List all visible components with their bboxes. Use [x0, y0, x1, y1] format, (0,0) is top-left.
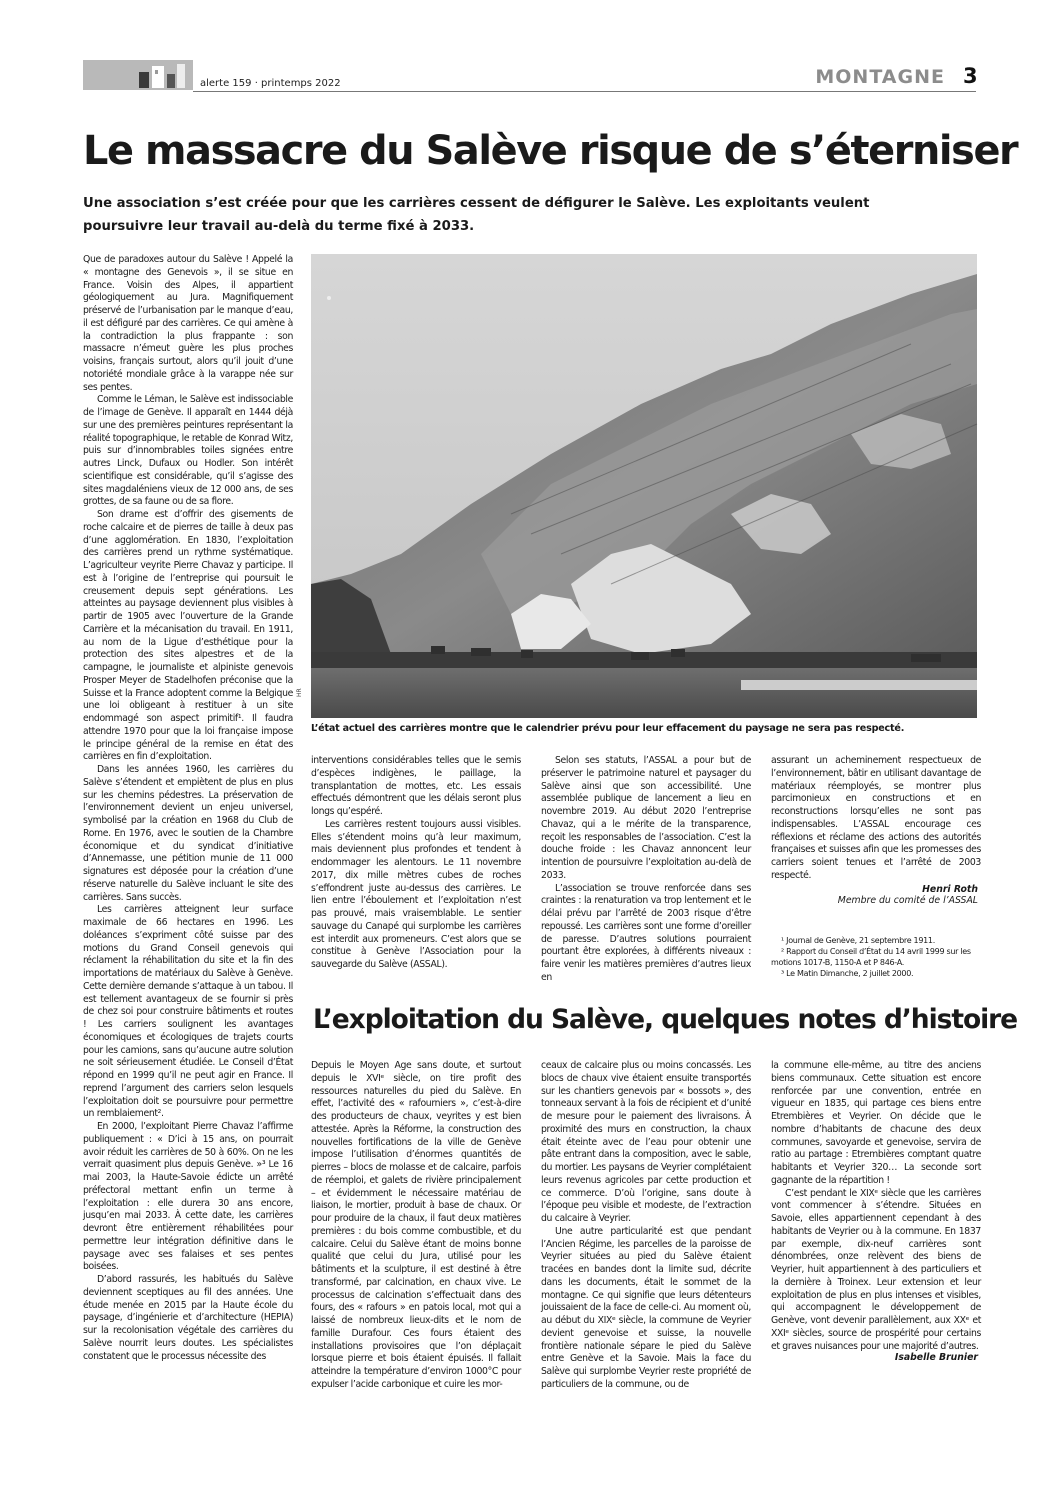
issue-label: alerte 159 · printemps 2022 — [200, 78, 341, 89]
author-name: Henri Roth — [922, 884, 978, 895]
page-number: 3 — [963, 64, 978, 88]
paragraph: Depuis le Moyen Age sans doute, et surtout depuis le XVIᵉ siècle, on tire profit des ressources naturelles du pied du Salève. En effet, l’activité des « rafourniers », c’est-à-dire des producteurs de chaux, veyrites y est bien attestée. Après la Réforme, la construction des nouvelles fortifications de la ville de Genève impose l’utilisation d’énormes quantités de pierres – blocs de molasse et de calcaire, parfois de réemploi, et galets de rivière principalement – et évidemment le nécessaire matériau de liaison, le mortier, produit à base de chaux. Or pour produire de la chaux, il faut deux matières premières : du bois comme combustible, et du calcaire. Celui du Salève étant de moins bonne qualité que celui du Jura, utilisé pour les bâtiments et la sculpture, il est destiné à être transformé, par calcination, en chaux vive. Le processus de calcination s’effectuait dans des fours, des « rafours » en patois local, mot qui a laissé de nombreux lieux-dits et le nom de famille Durafour. Ces fours étaient des installations provisoires que l’on déplaçait lorsque pierre et bois étaient épuisés. Il fallait atteindre la température d’environ 1000°C pour expulser l’acide carbonique et cuire les mor- — [311, 1060, 521, 1390]
paragraph: Une autre particularité est que pendant l’Ancien Régime, les parcelles de la paroisse de Veyrier situées au pied du Salève étaient tracées en bandes dont la limite sud, décrite dans les documents, était le sommet de la montagne. Ce qui signifie que leurs détenteurs jouissaient de la face de celle-ci. Au moment où, au début du XIXᵉ siècle, la commune de Veyrier devient genevoise et suisse, la nouvelle frontière nationale sépare le pied du Salève entre Genève et la Savoie. Mais la face du Salève qui surplombe Veyrier reste propriété de particuliers de la commune, ou de — [541, 1225, 751, 1390]
paragraph: Comme le Léman, le Salève est indissociable de l’image de Genève. Il apparaît en 1444 déjà sur une des premières peintures représentant la réalité topographique, le retable de Konrad Witz, puis sur d’innombrables toiles signées entre autres Linck, Dufaux ou Hodler. Son intérêt scientifique est considérable, qu’il s’agisse des sites magdaléniens vieux de 12 000 ans, de ses grottes, de sa faune ou de sa flore. — [83, 394, 293, 508]
paragraph: Dans les années 1960, les carrières du Salève s’étendent et empiètent de plus en plus sur les chemins pédestres. La préservation de l’environnement devient un enjeu universel, symbolisé par la création en 1968 du Club de Rome. En 1976, avec le soutien de la Chambre économique et du syndicat d’initiative d’Annemasse, une pétition munie de 11 000 signatures est déposée pour la création d’une réserve naturelle du Salève incluant le site des carrières. Sans succès. — [83, 764, 293, 903]
footnote: ¹ Journal de Genève, 21 septembre 1911. — [781, 936, 935, 945]
footnote: ³ Le Matin Dimanche, 2 juillet 2000. — [781, 969, 914, 978]
header-rule — [193, 91, 976, 92]
article1-column-1 — [83, 254, 293, 1381]
paragraph: Selon ses statuts, l’ASSAL a pour but de préserver le patrimoine naturel et paysager du Salève ainsi que son accessibilité. Une assemblée publique de lancement a lieu en novembre 2019. Au début 2020 l’entreprise Chavaz, qui a le mérite de la transparence, reçoit les responsables de l’association. C’est la douche froide : les Chavaz annoncent leur intention de poursuivre l’exploitation au-delà de 2033. — [541, 755, 751, 881]
footnote: ² Rapport du Conseil d’État du 14 avril 1999 sur les motions 1017-B, 1150-A et P 846-A. — [771, 947, 971, 967]
photo-caption: L’état actuel des carrières montre que le calendrier prévu pour leur effacement du paysage ne sera pas respecté. — [311, 723, 905, 734]
paragraph: assurant un acheminement respectueux de l’environnement, bâtir en utilisant davantage de matériaux réemployés, se montrer plus parcimonieux en constructions et en reconstructions lorsqu’elles ne sont pas indispensables. L’ASSAL encourage ces réflexions et réclame des actions des autorités françaises et suisses afin que les promesses des carriers soient tenues et l’arrêté de 2003 respecté. — [771, 755, 981, 881]
paragraph: Les carrières restent toujours aussi visibles. Elles s’étendent moins qu’à leur maximum, mais deviennent plus profondes et tendent à endommager les alentours. Le 11 novembre 2017, dix mille mètres cubes de roches s’effondrent juste au-dessus des carrières. Le lien entre l’éboulement et l’exploitation n’est pas prouvé, mais vraisemblable. Le sentier sauvage du Canapé qui surplombe les carrières est interdit aux promeneurs. C’est alors que se constitue à Genève l’Association pour la sauvegarde du Salève (ASSAL). — [311, 818, 521, 970]
footnotes — [771, 935, 981, 979]
paragraph: D’abord rassurés, les habitués du Salève deviennent sceptiques au fil des années. Une étude menée en 2015 par la Haute école du paysage, d’ingénierie et d’architecture (HEPIA) sur la recolonisation végétale des carrières du Salève nourrit leurs doutes. Les spécialistes constatent que le processus nécessite des — [83, 1274, 293, 1362]
article2-column-3 — [771, 1060, 981, 1360]
paragraph: L’association se trouve renforcée dans ses craintes : la renaturation va trop lentement et le délai prévu par l’arrêté de 2003 risque d’être repoussé. Les carrières sont une forme d’oreiller de paresse. D’autres solutions pourraient pourtant être explorées, à différents niveaux : faire venir les matières premières d’autres lieux en — [541, 882, 751, 983]
article2-column-2 — [541, 1060, 751, 1390]
paragraph: ceaux de calcaire plus ou moins concassés. Les blocs de chaux vive étaient ensuite transportés sur les chantiers genevois par « bossots », des tonneaux servant à la fois de récipient et d’unité de mesure pour le paiement des livraisons. À proximité des murs en construction, la chaux était éteinte avec de l’eau pour obtenir une pâte entrant dans la composition, avec le sable, du mortier. Les paysans de Veyrier complétaient leurs revenus agricoles par cette production et ce commerce. D’où l’origine, sans doute à l’époque peu visible et modeste, de l’extraction du calcaire à Veyrier. — [541, 1060, 751, 1224]
paragraph: Son drame est d’offrir des gisements de roche calcaire et de pierres de taille à deux pas d’une agglomération. En 1830, l’exploitation des carrières prend un rythme systématique. L’agriculteur veyrite Pierre Chavaz y participe. Il est à l’origine de l’entreprise qui poursuit le creusement depuis sept générations. Les atteintes au paysage deviennent plus visibles à partir de 1905 avec l’ouverture de la Grande Carrière et la mécanisation du travail. En 1911, au nom de la Ligue d’esthétique pour la protection des sites alpestres et de la campagne, le journaliste et alpiniste genevois Prosper Meyer de Stadelhofen préconise que la Suisse et la France adoptent comme la Belgique une loi obligeant à restituer à un site endommagé son aspect primitif¹. Il faudra attendre 1970 pour que la loi française impose le principe général de la remise en état des carrières en fin d’exploitation. — [83, 509, 293, 763]
article2-title: L’exploitation du Salève, quelques notes d’histoire — [313, 1004, 1018, 1035]
saleve-quarry-photo — [311, 254, 977, 718]
author-signature — [771, 884, 978, 906]
paragraph: Les carrières atteignent leur surface maximale de 66 hectares en 1996. Les doléances s’expriment côté suisse par des motions du Grand Conseil genevois qui réclament la réhabilitation du site et la fin des importations de matériaux du Salève à Genève. Cette dernière demande s’attaque à un tabou. Il est tellement avantageux de se fournir si près de chez soi pour construire bâtiments et routes ! Les carriers soulignent les avantages économiques et écologiques de trajets courts pour les camions, sans qu’aucune autre solution ne soit sérieusement étudiée. Le Conseil d’État répond en 1999 qu’il ne peut agir en France. Il reprend l’argument des carriers selon lesquels l’exploitation doit se poursuivre pour permettre un remblaiement². — [83, 904, 293, 1120]
article2-column-1 — [311, 1060, 521, 1390]
paragraph: En 2000, l’exploitant Pierre Chavaz l’affirme publiquement : « D’ici à 15 ans, on pourrait avoir réduit les carrières de 50 à 60%. On ne les verrait quasiment plus depuis Genève. »³ Le 16 mai 2003, la Haute-Savoie édicte un arrêté préfectoral mettant enfin un terme à l’exploitation : elle durera 30 ans encore, jusqu’en mai 2033. À cette date, les carrières devront être entièrement réhabilitées pour permettre leur intégration définitive dans le paysage avec ses falaises et ses pentes boisées. — [83, 1121, 293, 1273]
author-name: Isabelle Brunier — [894, 1352, 978, 1363]
photo-credit: HR — [296, 688, 303, 697]
article1-column-3 — [541, 755, 751, 985]
publication-logo — [135, 62, 187, 88]
paragraph: C’est pendant le XIXᵉ siècle que les carrières vont commencer à s’étendre. Situées en Savoie, elles appartiennent cependant à des habitants de Veyrier ou à la commune. En 1837 par exemple, dix-neuf carrières sont dénombrées, onze relèvent des biens de Veyrier, huit appartiennent à des particuliers et la dernière à Troinex. Leur extension et leur exploitation de plus en plus intenses et visibles, qui accompagnent le développement de Genève, vont devenir parallèlement, aux XXᵉ et XXIᵉ siècles, source de prospérité pour certains et graves nuisances pour une majorité d’autres. — [771, 1187, 981, 1352]
article-lead: Une association s’est créée pour que les carrières cessent de défigurer le Salève. Les exploitants veulent poursuivre leur travail au-delà du terme fixé à 2033. — [83, 196, 870, 234]
author-role: Membre du comité de l’ASSAL — [837, 895, 978, 906]
paragraph: Que de paradoxes autour du Salève ! Appelé la « montagne des Genevois », il se situe en France. Voisin des Alpes, il appartient géologiquement au Jura. Magnifiquement préservé de l’urbanisation par le manque d’eau, il est défiguré par des carrières. Ce qui amène à la contradiction la plus frappante : son massacre n’émeut guère les plus proches voisins, français surtout, alors qu’il jouit d’une notoriété mondiale grâce à la varappe née sur ses pentes. — [83, 254, 293, 393]
author-signature-2 — [771, 1352, 978, 1363]
section-label: MONTAGNE — [815, 66, 945, 88]
article-title: Le massacre du Salève risque de s’éterniser — [83, 128, 1018, 174]
paragraph: la commune elle-même, au titre des anciens biens communaux. Cette situation est encore renforcée par une convention, entrée en vigueur en 1835, qui partage ces biens entre Etrembières et Veyrier. On décide que le nombre d’habitants de chacune des deux communes, savoyarde et genevoise, servira de ratio au partage : Etrembières comptant quatre habitants et Veyrier 320… La seconde sort gagnante de la répartition ! — [771, 1060, 981, 1186]
paragraph: interventions considérables telles que le semis d’espèces indigènes, le paillage, la transplantation de mottes, etc. Les essais effectués démontrent que les délais seront plus longs qu’espéré. — [311, 755, 521, 817]
article1-column-2 — [311, 755, 521, 985]
article1-column-4 — [771, 755, 981, 881]
